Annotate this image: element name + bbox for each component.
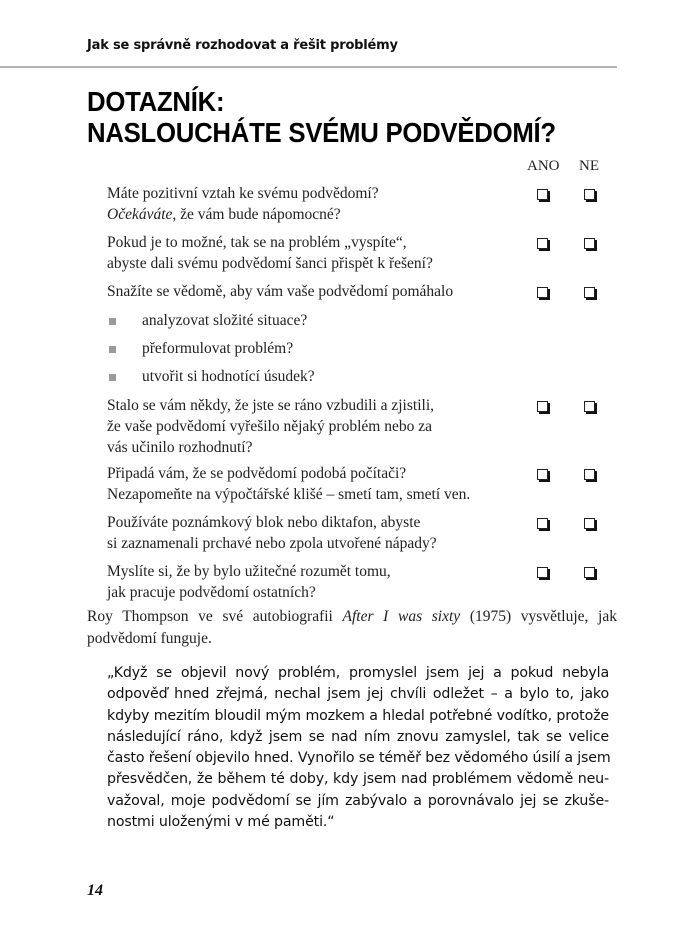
quote-line: kdyby mezitím bloudil mým mozkem a hledal potřebné vodítko, protože [107,707,609,724]
question-3 [107,281,527,302]
question-3-yes-checkbox[interactable] [537,287,548,298]
paragraph-text-before: Roy Thompson ve své autobiografii [87,608,343,625]
question-6-yes-checkbox[interactable] [537,518,548,529]
header-rule [0,66,617,68]
bullet-icon [109,318,116,325]
column-header-yes: ANO [527,158,560,174]
column-header-no: NE [579,158,599,174]
quote-line: odpověď hned zřejmá, nechal jsem jej chvíli odležet – a bylo to, jako [107,686,609,703]
question-1-line-1: Máte pozitivní vztah ke svému podvědomí? [107,185,379,202]
title-line-2: NASLOUCHÁTE SVÉMU PODVĚDOMÍ? [87,117,556,148]
question-4-line-3: vás učinilo rozhodnutí? [107,439,253,456]
question-2-line-1: Pokud je to možné, tak se na problém „vyspíte“, [107,234,407,251]
page-title [87,86,556,148]
question-7-line-1: Myslíte si, že by bylo užitečné rozumět tomu, [107,563,391,580]
book-title: After I was sixty [342,608,461,625]
bullet-icon [109,346,116,353]
question-2-line-2: abyste dali svému podvědomí šanci přispět k řešení? [107,255,433,272]
question-7-line-2: jak pracuje podvědomí ostatních? [107,584,316,601]
question-5-line-1: Připadá vám, že se podvědomí podobá počítači? [107,465,407,482]
question-4-line-1: Stalo se vám někdy, že jste se ráno vzbudili a zjistili, [107,397,434,414]
question-5-yes-checkbox[interactable] [537,469,548,480]
question-7-yes-checkbox[interactable] [537,567,548,578]
question-4 [107,395,527,458]
question-4-line-2: že vaše podvědomí vyřešilo nějaký problém nebo za [107,418,432,435]
title-line-1: DOTAZNÍK: [87,86,225,117]
question-1-no-checkbox[interactable] [584,189,595,200]
bullet-icon [109,374,116,381]
question-1-italic: Očekáváte [107,206,173,223]
question-1-yes-checkbox[interactable] [537,189,548,200]
running-head: Jak se správně rozhodovat a řešit problémy [87,38,398,53]
question-3-bullet-2: přeformulovat problém? [142,340,294,357]
quote-line: přesvědčen, že během té doby, kdy jsem nad problémem vědomě neu- [107,771,609,788]
question-6-no-checkbox[interactable] [584,518,595,529]
question-5-no-checkbox[interactable] [584,469,595,480]
question-1 [107,183,527,225]
quote-line: „Když se objevil nový problém, promyslel jsem jej a pokud nebyla [107,665,609,681]
question-1-line-2 [107,204,527,225]
question-2-no-checkbox[interactable] [584,238,595,249]
question-1-line-2-rest: , že vám bude nápomocné? [172,206,341,223]
question-3-bullet-1: analyzovat složité situace? [142,312,308,329]
question-6-line-1: Používáte poznámkový blok nebo diktafon, abyste [107,514,421,531]
quote-line: nostmi uloženými v mé paměti.“ [107,814,335,831]
quote-line: važoval, moje podvědomí se jím zabývalo a porovnávalo jej se zkuše- [107,792,609,809]
question-6-line-2: si zaznamenali prchavé nebo zpola utvořené nápady? [107,535,437,552]
question-3-no-checkbox[interactable] [584,287,595,298]
question-7 [107,561,527,603]
quote-block [107,663,609,833]
body-paragraph [87,606,617,650]
question-4-yes-checkbox[interactable] [537,401,548,412]
quote-line: často řešení objevilo hned. Vynořilo se téměř bez vědomého úsilí a jsem [107,750,611,767]
question-2 [107,232,527,274]
question-5-line-2: Nezapomeňte na výpočtářské klišé – smetí tam, smetí ven. [107,486,471,503]
question-5 [107,463,537,505]
page-number: 14 [87,882,103,899]
question-3-line-1: Snažíte se vědomě, aby vám vaše podvědomí pomáhalo [107,283,454,300]
question-2-yes-checkbox[interactable] [537,238,548,249]
question-3-bullet-3: utvořit si hodnotící úsudek? [142,368,315,385]
question-7-no-checkbox[interactable] [584,567,595,578]
quote-line: následující ráno, když jsem se nad ním znovu zamyslel, tak se velice [107,728,609,745]
question-4-no-checkbox[interactable] [584,401,595,412]
paragraph-text-after: (1975) vysvětluje, jak podvědomí funguje. [87,608,617,647]
question-6 [107,512,527,554]
